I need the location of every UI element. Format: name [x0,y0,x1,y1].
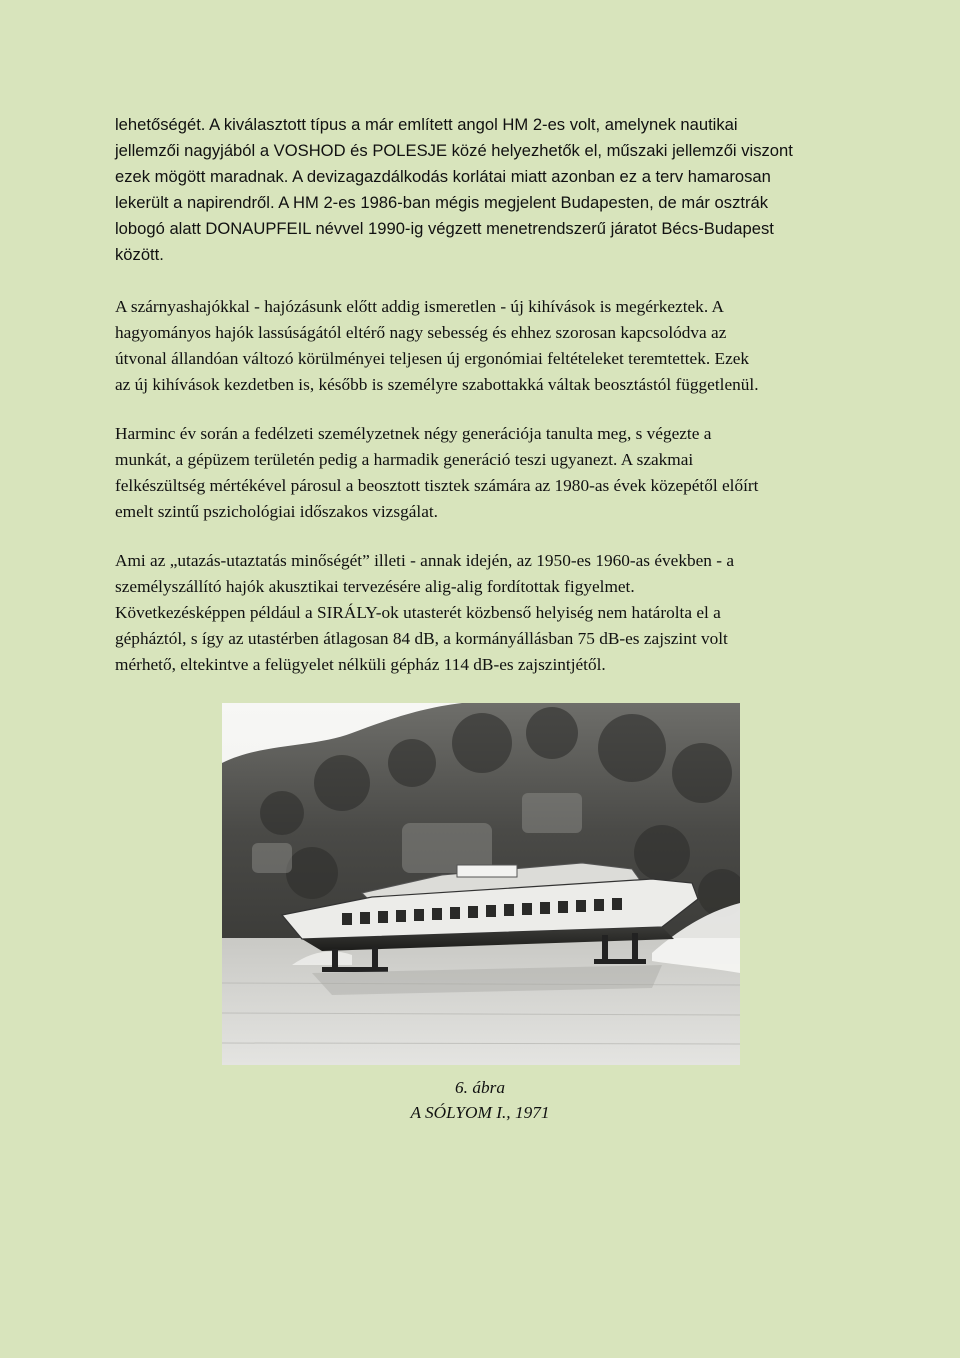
text-line: ezek mögött maradnak. A devizagazdálkodás korlátai miatt azonban ez a terv hamarosan [115,167,771,186]
paragraph-1 [115,112,845,268]
text-line: Ami az „utazás-utaztatás minőségét” illeti - annak idején, az 1950-es 1960-as években - a [115,551,734,570]
text-line: felkészültség mértékével párosul a beosztott tisztek számára az 1980-as évek közepétől előírt [115,476,759,495]
text-line: A szárnyashajókkal - hajózásunk előtt addig ismeretlen - új kihívások is megérkeztek. A [115,297,724,316]
text-line: gépháztól, s így az utastérben átlagosan 84 dB, a kormányállásban 75 dB-es zajszint volt [115,629,728,648]
text-line: lehetőségét. A kiválasztott típus a már említett angol HM 2-es volt, amelynek nautikai [115,115,738,134]
text-line: emelt szintű pszichológiai időszakos vizsgálat. [115,502,438,521]
text-line: mérhető, eltekintve a felügyelet nélküli gépház 114 dB-es zajszintjétől. [115,655,606,674]
text-line: között. [115,245,164,264]
text-line: hagyományos hajók lassúságától eltérő nagy sebesség és ehhez szorosan kapcsolódva az [115,323,727,342]
paragraph-3 [115,421,845,525]
text-line: lekerült a napirendről. A HM 2-es 1986-ban mégis megjelent Budapesten, de már osztrák [115,193,769,212]
text-line: Következésképpen például a SIRÁLY-ok utasterét közbenső helyiség nem határolta el a [115,603,721,622]
paragraph-4 [115,548,845,678]
text-line: munkát, a gépüzem területén pedig a harmadik generáció teszi ugyanezt. A szakmai [115,450,694,469]
text-line: lobogó alatt DONAUPFEIL névvel 1990-ig végzett menetrendszerű járatot Bécs-Budapest [115,219,774,238]
text-line: az új kihívások kezdetben is, később is személyre szabottakká váltak beosztástól függetlenül. [115,375,759,394]
paragraph-2 [115,294,845,398]
hydrofoil-photo [222,703,740,1065]
figure-number: 6. ábra [455,1078,505,1097]
text-line: Harminc év során a fedélzeti személyzetnek négy generációja tanulta meg, s végezte a [115,424,712,443]
text-line: személyszállító hajók akusztikai tervezésére alig-alig fordítottak figyelmet. [115,577,635,596]
figure-caption: A SÓLYOM I., 1971 [410,1103,550,1122]
text-line: jellemzői nagyjából a VOSHOD és POLESJE közé helyezhetők el, műszaki jellemzői viszont [115,141,793,160]
text-line: útvonal állandóan változó körülményei teljesen új ergonómiai feltételeket teremtettek. Ezek [115,349,750,368]
